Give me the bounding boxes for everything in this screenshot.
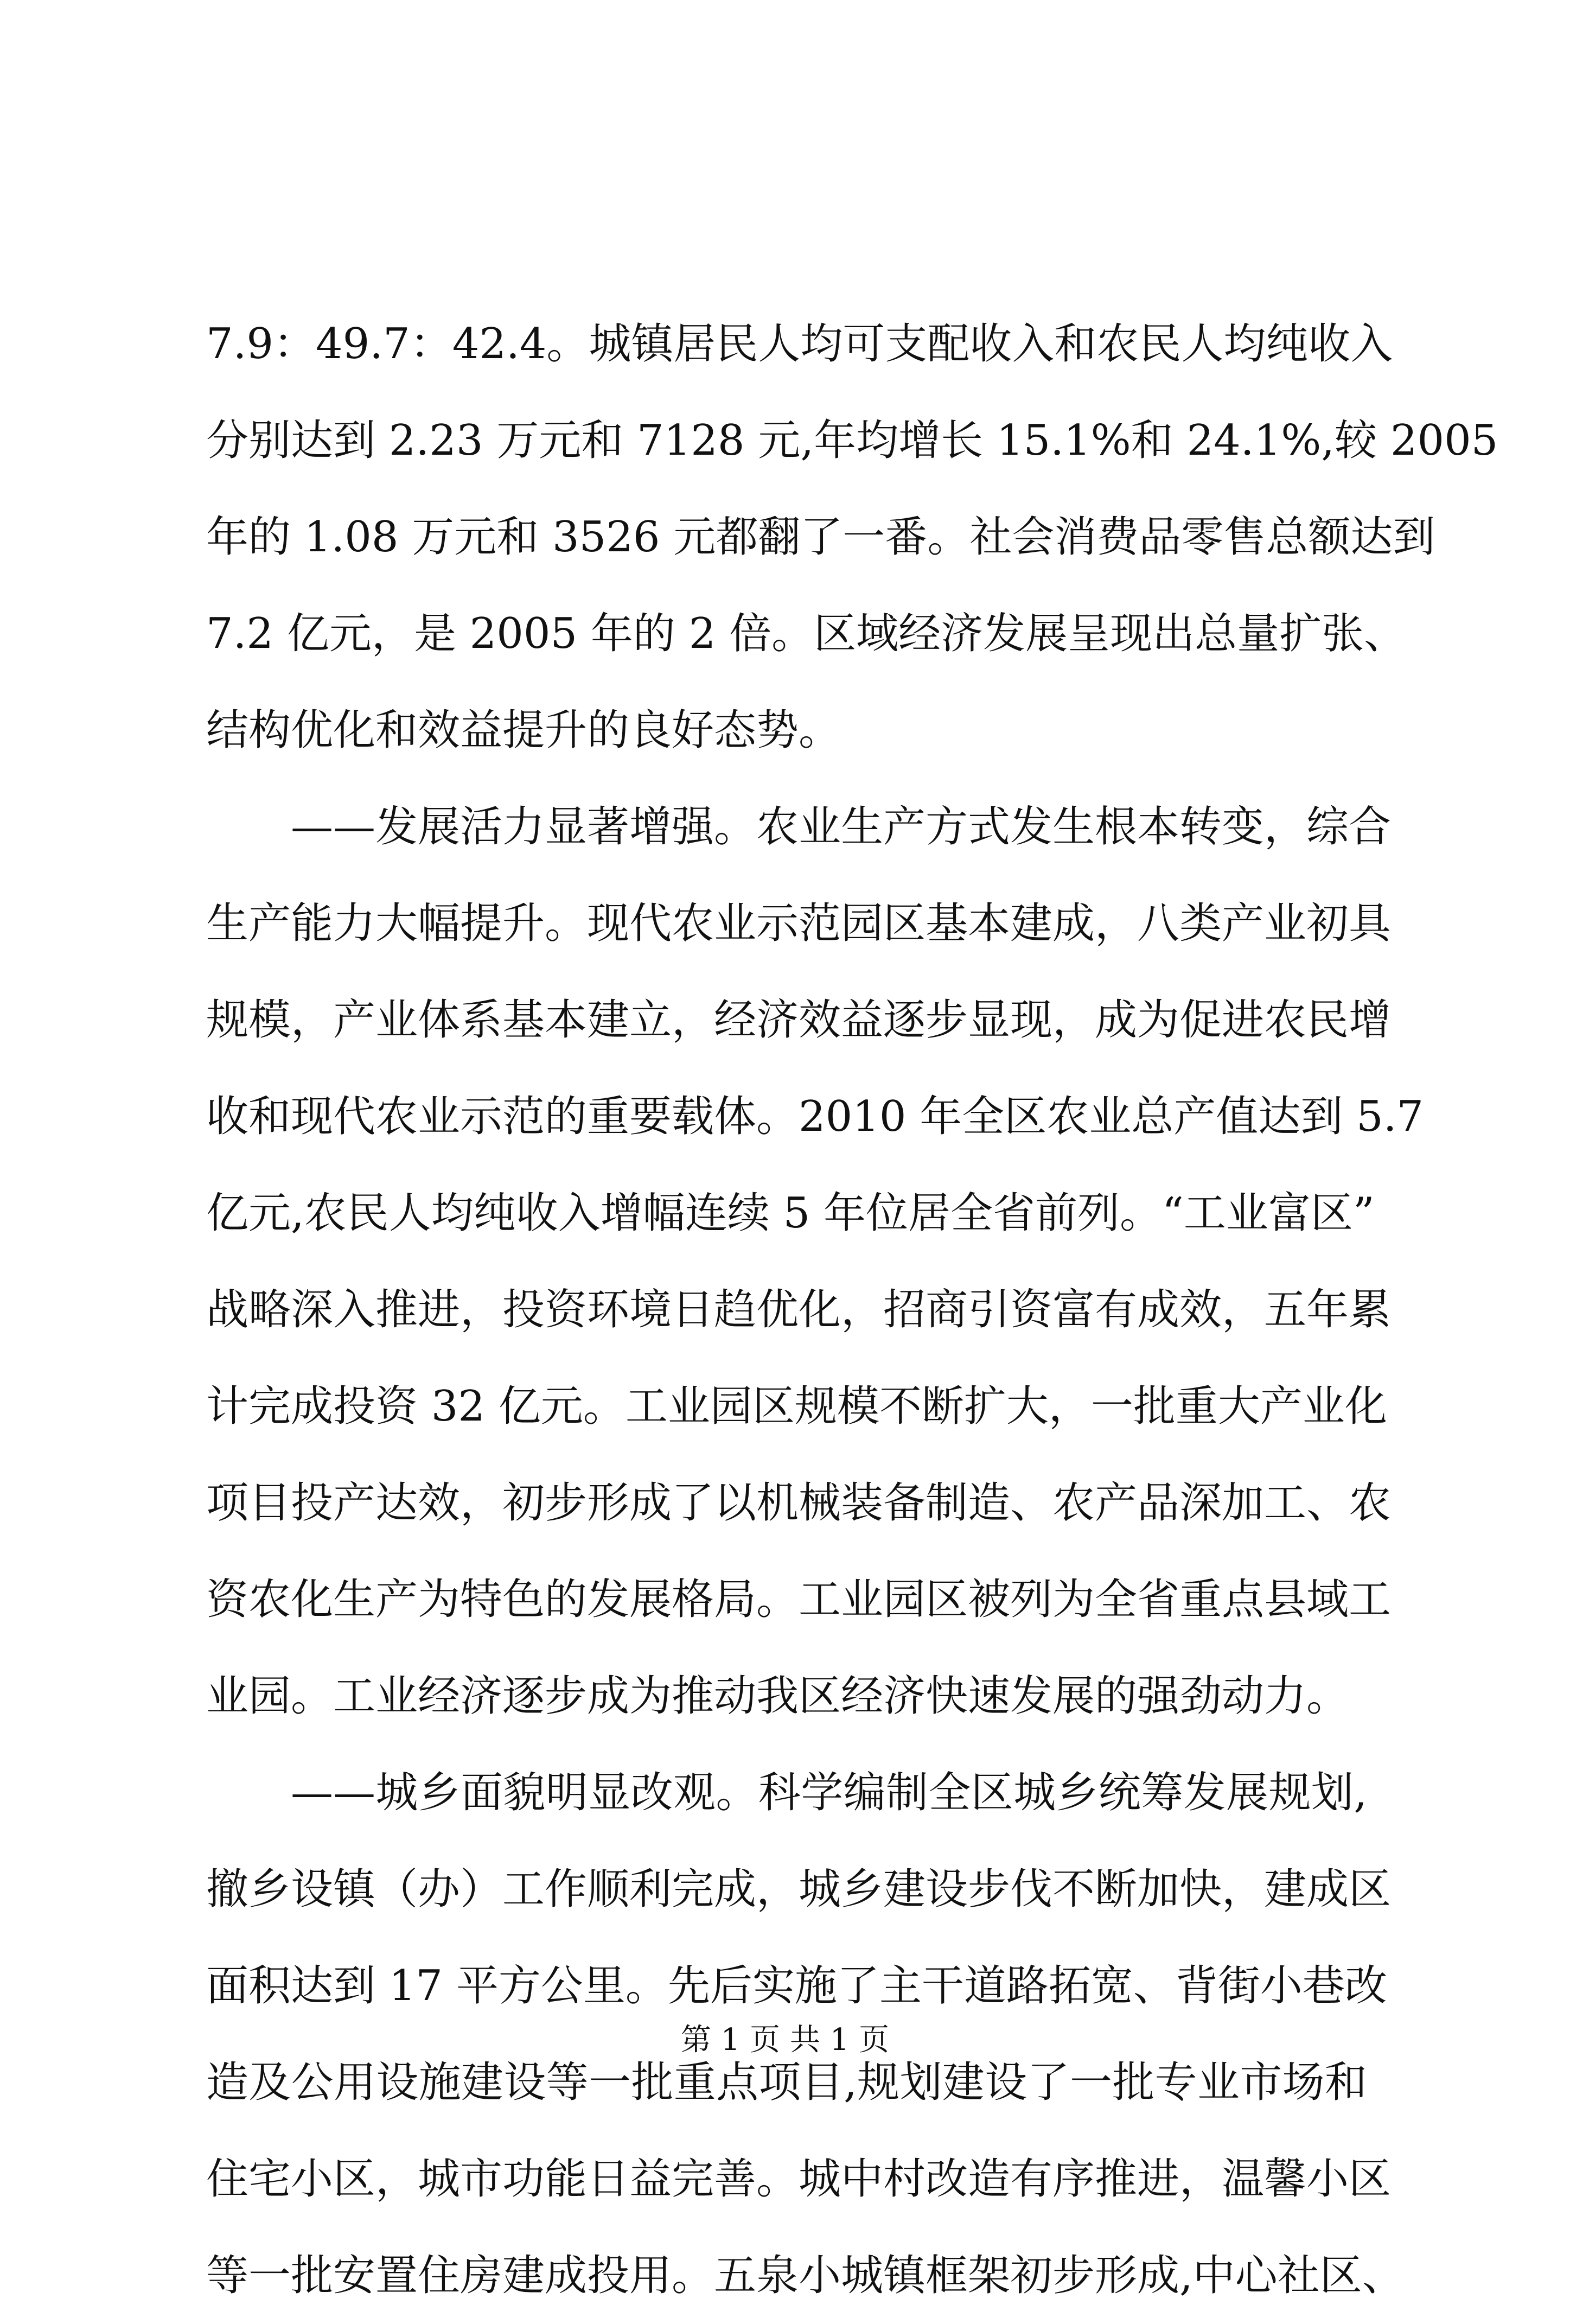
paragraph-1-line-2: 分别达到 2.23 万元和 7128 元,年均增长 15.1%和 24.1%,较 2005	[206, 416, 1498, 465]
paragraph-2-line-1: ——发展活力显著增强。农业生产方式发生根本转变，综合	[291, 803, 1392, 851]
paragraph-1-line-3: 年的 1.08 万元和 3526 元都翻了一番。社会消费品零售总额达到	[206, 513, 1435, 562]
paragraph-2-line-5: 亿元,农民人均纯收入增幅连续 5 年位居全省前列。“工业富区”	[206, 1189, 1375, 1238]
paragraph-3-line-5: 住宅小区，城市功能日益完善。城中村改造有序推进，温馨小区	[206, 2155, 1392, 2204]
paragraph-3-line-3: 面积达到 17 平方公里。先后实施了主干道路拓宽、背街小巷改	[206, 1962, 1387, 2010]
paragraph-3-line-1: ——城乡面貌明显改观。科学编制全区城乡统筹发展规划,	[291, 1768, 1367, 1817]
paragraph-2-line-10: 业园。工业经济逐步成为推动我区经济快速发展的强劲动力。	[206, 1672, 1349, 1721]
paragraph-3-line-4: 造及公用设施建设等一批重点项目,规划建设了一批专业市场和	[206, 2058, 1367, 2107]
page-footer: 第 1 页 共 1 页	[680, 2022, 890, 2058]
paragraph-2-line-6: 战略深入推进，投资环境日趋优化，招商引资富有成效，五年累	[206, 1285, 1392, 1334]
paragraph-1-line-1: 7.9：49.7：42.4。城镇居民人均可支配收入和农民人均纯收入	[206, 320, 1393, 368]
paragraph-2-line-7: 计完成投资 32 亿元。工业园区规模不断扩大，一批重大产业化	[206, 1382, 1387, 1431]
paragraph-2-line-2: 生产能力大幅提升。现代农业示范园区基本建成，八类产业初具	[206, 899, 1392, 948]
paragraph-2-line-9: 资农化生产为特色的发展格局。工业园区被列为全省重点县域工	[206, 1575, 1392, 1624]
paragraph-1-line-4: 7.2 亿元，是 2005 年的 2 倍。区域经济发展呈现出总量扩张、	[206, 609, 1407, 658]
paragraph-2-line-3: 规模，产业体系基本建立，经济效益逐步显现，成为促进农民增	[206, 996, 1392, 1045]
paragraph-2-line-8: 项目投产达效，初步形成了以机械装备制造、农产品深加工、农	[206, 1479, 1392, 1527]
paragraph-1-line-5: 结构优化和效益提升的良好态势。	[206, 706, 841, 755]
paragraph-3-line-2: 撤乡设镇（办）工作顺利完成，城乡建设步伐不断加快，建成区	[206, 1865, 1392, 1914]
paragraph-3-line-6: 等一批安置住房建成投用。五泉小城镇框架初步形成,中心社区、	[206, 2251, 1405, 2300]
paragraph-2-line-4: 收和现代农业示范的重要载体。2010 年全区农业总产值达到 5.7	[206, 1092, 1424, 1141]
